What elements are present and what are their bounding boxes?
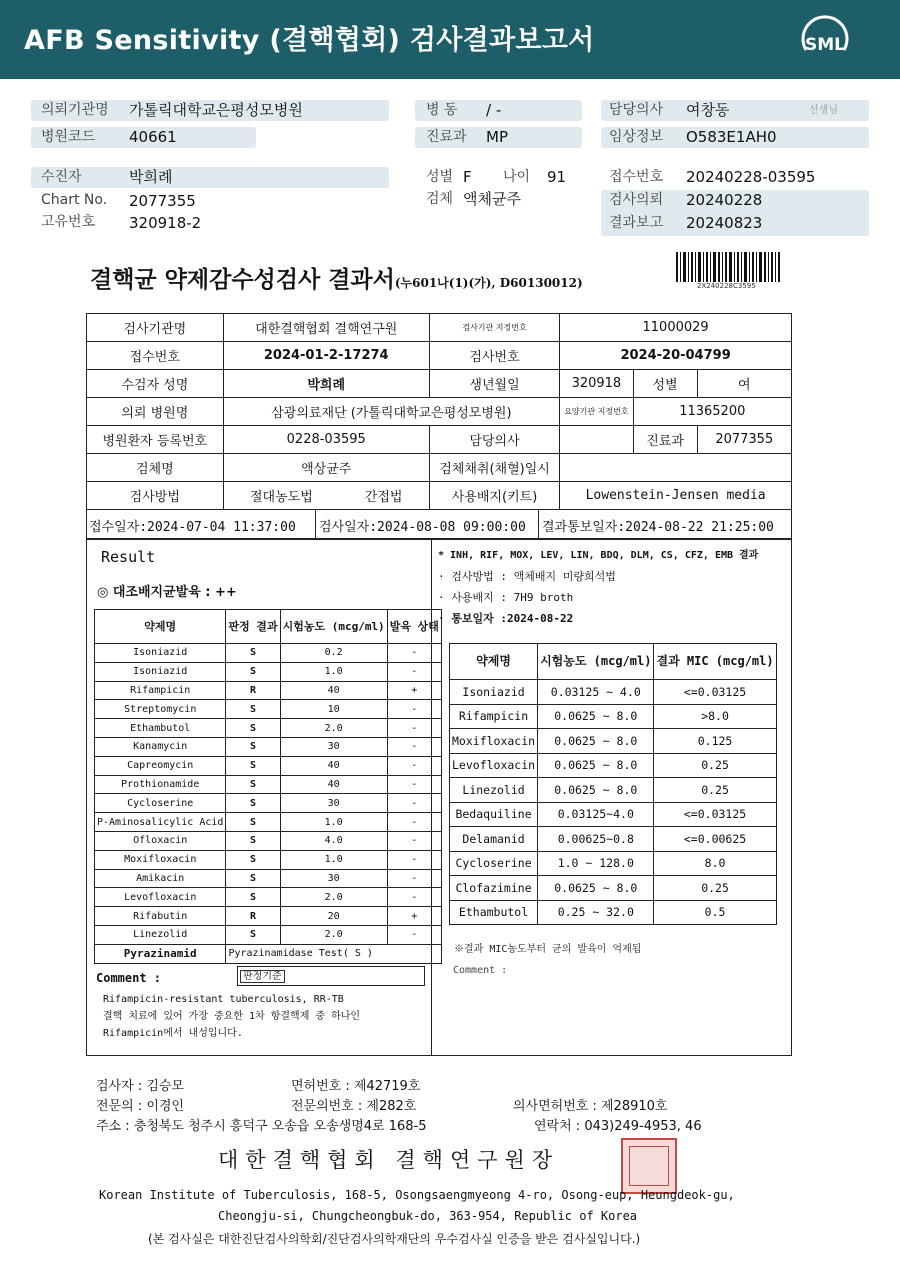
right-mic: 8.0 bbox=[654, 851, 776, 876]
receipt-label: 접수번호 bbox=[609, 169, 664, 185]
left-growth: - bbox=[387, 850, 441, 869]
form-table bbox=[86, 313, 792, 510]
left-growth: - bbox=[387, 756, 441, 775]
age-value: 91 bbox=[547, 168, 567, 186]
right-drug-name: Bedaquiline bbox=[450, 802, 538, 827]
doctor-value bbox=[560, 426, 633, 454]
form-row bbox=[87, 342, 792, 370]
inst-no-label: 요양기관 지정번호 bbox=[560, 398, 633, 426]
sex-value: 여 bbox=[697, 370, 791, 398]
clinical-value: O583E1AH0 bbox=[686, 128, 777, 146]
left-judgment: S bbox=[226, 850, 280, 869]
media-value: Lowenstein-Jensen media bbox=[560, 482, 792, 510]
right-concentration: 0.0625 ~ 8.0 bbox=[538, 753, 654, 778]
left-growth: + bbox=[387, 681, 441, 700]
left-judgment: R bbox=[226, 907, 280, 926]
left-result-row bbox=[95, 869, 442, 888]
right-result-row bbox=[450, 778, 777, 803]
tested-date: 검사일자:2024-08-08 09:00:00 bbox=[319, 520, 526, 535]
right-result-row bbox=[450, 802, 777, 827]
org-label: 검사기관명 bbox=[87, 314, 224, 342]
left-drug-name: P-Aminosalicylic Acid bbox=[95, 813, 226, 832]
left-drug-name: Amikacin bbox=[95, 869, 226, 888]
method-value-1: 절대농도법 bbox=[249, 490, 313, 505]
left-concentration: 0.2 bbox=[280, 644, 387, 663]
dept-label: 진료과 bbox=[633, 426, 697, 454]
left-concentration: 1.0 bbox=[280, 813, 387, 832]
form-title-code: (누601나(1)(가), D60130012) bbox=[394, 276, 583, 290]
left-judgment: S bbox=[226, 644, 280, 663]
left-result-row bbox=[95, 831, 442, 850]
institute-name: 대한결핵협회 결핵연구원장 bbox=[218, 1148, 560, 1172]
right-concentration: 0.0625 ~ 8.0 bbox=[538, 729, 654, 754]
left-header-row bbox=[95, 610, 442, 644]
tester: 검사자 : 김승모 bbox=[96, 1079, 184, 1094]
left-result-row bbox=[95, 813, 442, 832]
english-address-1: Korean Institute of Tuberculosis, 168-5, Osongsaengmyeong 4-ro, Osong-eup, Heungdeok-gu, bbox=[99, 1188, 735, 1202]
contact: 연락처 : 043)249-4953, 46 bbox=[534, 1119, 702, 1134]
ward-value: / - bbox=[486, 101, 502, 119]
collect-value bbox=[560, 454, 792, 482]
result-rep-value: 20240823 bbox=[686, 214, 763, 232]
right-mic: <=0.03125 bbox=[654, 802, 776, 827]
report-title: AFB Sensitivity (결핵협회) 검사결과보고서 bbox=[24, 25, 595, 56]
left-drug-name: Kanamycin bbox=[95, 737, 226, 756]
right-result-table bbox=[449, 643, 777, 925]
right-media: · 사용배지 : 7H9 broth bbox=[438, 591, 574, 604]
reg-value: 0228-03595 bbox=[223, 426, 429, 454]
left-drug-name: Streptomycin bbox=[95, 700, 226, 719]
right-mic: 0.5 bbox=[654, 900, 776, 925]
left-comment-text bbox=[103, 991, 360, 1042]
left-result-row bbox=[95, 850, 442, 869]
hosp-code-value: 40661 bbox=[129, 128, 177, 146]
address: 주소 : 충청북도 청주시 흥덕구 오송읍 오송생명4로 168-5 bbox=[96, 1119, 427, 1134]
receipt-value: 2024-01-2-17274 bbox=[223, 342, 429, 370]
inst-no-value: 11365200 bbox=[633, 398, 791, 426]
left-drug-name: Linezolid bbox=[95, 925, 226, 944]
header-band bbox=[0, 0, 900, 79]
designation-label: 검사기관 지정번호 bbox=[429, 314, 559, 342]
certification-note: (본 검사실은 대한진단검사의학회/진단검사의학재단의 우수검사실 인증을 받은 검사실입니다.) bbox=[148, 1232, 641, 1246]
left-growth: - bbox=[387, 662, 441, 681]
right-drug-name: Levofloxacin bbox=[450, 753, 538, 778]
left-judgment: S bbox=[226, 888, 280, 907]
specimen-label: 검체명 bbox=[87, 454, 224, 482]
specimen-value: 액상균주 bbox=[223, 454, 429, 482]
left-result-row bbox=[95, 794, 442, 813]
left-growth: - bbox=[387, 925, 441, 944]
age-label: 나이 bbox=[503, 169, 531, 185]
reported-date: 결과통보일자:2024-08-22 21:25:00 bbox=[542, 520, 774, 535]
right-drug-name: Delamanid bbox=[450, 827, 538, 852]
dept-value: 2077355 bbox=[697, 426, 791, 454]
right-concentration: 0.03125 ~ 4.0 bbox=[538, 680, 654, 705]
right-note-mic: ※결과 MIC농도부터 균의 발육이 억제됨 bbox=[454, 944, 642, 955]
criteria-label: 판정기준 bbox=[240, 970, 285, 983]
dates-row bbox=[86, 509, 792, 539]
left-judgment: S bbox=[226, 869, 280, 888]
doctor-label: 담당의사 bbox=[429, 426, 559, 454]
right-concentration: 0.25 ~ 32.0 bbox=[538, 900, 654, 925]
hosp-value: 삼광의료재단 (가톨릭대학교은평성모병원) bbox=[223, 398, 560, 426]
left-result-table bbox=[94, 609, 442, 964]
expert-no: 전문의번호 : 제282호 bbox=[291, 1099, 417, 1114]
right-concentration: 0.0625 ~ 8.0 bbox=[538, 876, 654, 901]
test-no-label: 검사번호 bbox=[429, 342, 559, 370]
right-concentration: 0.0625 ~ 8.0 bbox=[538, 704, 654, 729]
left-judgment: S bbox=[226, 813, 280, 832]
form-row bbox=[87, 314, 792, 342]
receipt-label: 접수번호 bbox=[87, 342, 224, 370]
right-header-drug: 약제명 bbox=[450, 644, 538, 680]
left-header-judgment: 판정 결과 bbox=[226, 610, 280, 644]
comment-line: 결핵 치료에 있어 가장 중요한 1차 항결핵제 중 하나인 bbox=[103, 1011, 361, 1022]
left-concentration: 10 bbox=[280, 700, 387, 719]
criteria-box bbox=[237, 966, 425, 986]
left-judgment: S bbox=[226, 794, 280, 813]
left-judgment: S bbox=[226, 831, 280, 850]
right-drug-name: Clofazimine bbox=[450, 876, 538, 901]
right-drug-name: Moxifloxacin bbox=[450, 729, 538, 754]
left-growth: - bbox=[387, 644, 441, 663]
method-label: 검사방법 bbox=[87, 482, 224, 510]
right-mic: >8.0 bbox=[654, 704, 776, 729]
right-header-row bbox=[450, 644, 777, 680]
left-result-row bbox=[95, 925, 442, 944]
right-method: · 검사방법 : 액체배지 미량희석법 bbox=[438, 570, 616, 583]
right-header-conc: 시험농도 (mcg/ml) bbox=[538, 644, 654, 680]
sml-logo-text: SML bbox=[805, 35, 845, 55]
doctor-value: 여창동 bbox=[686, 101, 730, 119]
left-result-row bbox=[95, 888, 442, 907]
hosp-label: 의뢰 병원명 bbox=[87, 398, 224, 426]
birth-value: 320918 bbox=[560, 370, 633, 398]
collect-label: 검체채취(채혈)일시 bbox=[429, 454, 559, 482]
right-result-row bbox=[450, 680, 777, 705]
req-org-value: 가톨릭대학교은평성모병원 bbox=[129, 101, 303, 119]
right-drug-name: Ethambutol bbox=[450, 900, 538, 925]
right-mic: 0.25 bbox=[654, 753, 776, 778]
left-growth: - bbox=[387, 831, 441, 850]
left-concentration: 30 bbox=[280, 794, 387, 813]
left-concentration: 2.0 bbox=[280, 925, 387, 944]
left-concentration: 40 bbox=[280, 775, 387, 794]
right-result-row bbox=[450, 729, 777, 754]
pza-result: Pyrazinamidase Test( S ) bbox=[226, 944, 441, 963]
dates-divider bbox=[315, 510, 316, 538]
info-row-patient bbox=[31, 167, 389, 188]
barcode-number: 2X240228C3595 bbox=[697, 282, 756, 290]
pza-name: Pyrazinamid bbox=[95, 944, 226, 963]
right-concentration: 0.03125~4.0 bbox=[538, 802, 654, 827]
form-title bbox=[90, 261, 583, 294]
media-label: 사용배지(키트) bbox=[429, 482, 559, 510]
left-header-drug: 약제명 bbox=[95, 610, 226, 644]
dept-value: MP bbox=[486, 128, 508, 146]
right-result-row bbox=[450, 900, 777, 925]
english-address-2: Cheongju-si, Chungcheongbuk-do, 363-954, Republic of Korea bbox=[218, 1209, 638, 1223]
control-growth: ◎ 대조배지균발육 : ++ bbox=[97, 585, 237, 600]
left-judgment: S bbox=[226, 925, 280, 944]
right-concentration: 0.00625~0.8 bbox=[538, 827, 654, 852]
ward-label: 병 동 bbox=[426, 102, 458, 118]
org-value: 대한결핵협회 결핵연구원 bbox=[223, 314, 429, 342]
uid-value: 320918-2 bbox=[129, 214, 202, 232]
official-seal bbox=[621, 1138, 677, 1194]
left-drug-name: Rifampicin bbox=[95, 681, 226, 700]
left-judgment: R bbox=[226, 681, 280, 700]
sex-label: 성별 bbox=[426, 169, 454, 185]
form-row bbox=[87, 426, 792, 454]
doctor-license: 의사면허번호 : 제28910호 bbox=[513, 1099, 668, 1114]
barcode-image bbox=[676, 252, 780, 282]
dept-label: 진료과 bbox=[426, 129, 467, 145]
hosp-code-label: 병원코드 bbox=[41, 129, 96, 145]
left-judgment: S bbox=[226, 719, 280, 738]
left-growth: - bbox=[387, 794, 441, 813]
left-concentration: 2.0 bbox=[280, 719, 387, 738]
left-result-row bbox=[95, 644, 442, 663]
right-result-row bbox=[450, 704, 777, 729]
left-result-row bbox=[95, 737, 442, 756]
right-mic: <=0.03125 bbox=[654, 680, 776, 705]
left-drug-name: Isoniazid bbox=[95, 644, 226, 663]
patient-label: 수진자 bbox=[41, 169, 82, 185]
method-value-2: 간접법 bbox=[364, 490, 403, 505]
right-drug-name: Rifampicin bbox=[450, 704, 538, 729]
uid-label: 고유번호 bbox=[41, 214, 96, 230]
left-comment-label: Comment : bbox=[96, 971, 162, 985]
sex-value: F bbox=[463, 168, 472, 186]
left-judgment: S bbox=[226, 775, 280, 794]
left-concentration: 4.0 bbox=[280, 831, 387, 850]
left-judgment: S bbox=[226, 756, 280, 775]
name-label: 수검자 성명 bbox=[87, 370, 224, 398]
left-growth: - bbox=[387, 869, 441, 888]
left-growth: - bbox=[387, 813, 441, 832]
left-concentration: 2.0 bbox=[280, 888, 387, 907]
method-value bbox=[223, 482, 429, 510]
left-growth: - bbox=[387, 737, 441, 756]
reg-label: 병원환자 등록번호 bbox=[87, 426, 224, 454]
left-drug-name: Rifabutin bbox=[95, 907, 226, 926]
doctor-label: 담당의사 bbox=[609, 102, 664, 118]
specimen-label: 검체 bbox=[426, 191, 454, 207]
left-judgment: S bbox=[226, 700, 280, 719]
left-growth: - bbox=[387, 775, 441, 794]
right-mic: 0.25 bbox=[654, 876, 776, 901]
form-title-text: 결핵균 약제감수성검사 결과서 bbox=[90, 266, 395, 293]
left-drug-name: Moxifloxacin bbox=[95, 850, 226, 869]
left-drug-name: Ofloxacin bbox=[95, 831, 226, 850]
tester-license: 면허번호 : 제42719호 bbox=[291, 1079, 421, 1094]
received-date: 접수일자:2024-07-04 11:37:00 bbox=[89, 520, 296, 535]
dates-divider bbox=[538, 510, 539, 538]
designation-value: 11000029 bbox=[560, 314, 792, 342]
left-drug-name: Levofloxacin bbox=[95, 888, 226, 907]
left-concentration: 1.0 bbox=[280, 662, 387, 681]
right-result-row bbox=[450, 876, 777, 901]
left-growth: - bbox=[387, 719, 441, 738]
left-result-row bbox=[95, 662, 442, 681]
req-org-label: 의뢰기관명 bbox=[41, 102, 109, 118]
left-result-row bbox=[95, 700, 442, 719]
left-header-conc: 시험농도 (mcg/ml) bbox=[280, 610, 387, 644]
birth-label: 생년월일 bbox=[429, 370, 559, 398]
right-notes bbox=[438, 545, 758, 629]
left-concentration: 30 bbox=[280, 869, 387, 888]
right-drug-name: Isoniazid bbox=[450, 680, 538, 705]
left-header-growth: 발육 상태 bbox=[387, 610, 441, 644]
left-drug-name: Ethambutol bbox=[95, 719, 226, 738]
left-drug-name: Capreomycin bbox=[95, 756, 226, 775]
right-mic: <=0.00625 bbox=[654, 827, 776, 852]
right-result-row bbox=[450, 753, 777, 778]
right-drug-name: Cycloserine bbox=[450, 851, 538, 876]
left-concentration: 20 bbox=[280, 907, 387, 926]
sml-logo bbox=[798, 14, 852, 66]
left-concentration: 1.0 bbox=[280, 850, 387, 869]
right-drug-name: Linezolid bbox=[450, 778, 538, 803]
left-result-row bbox=[95, 907, 442, 926]
comment-line: Rifampicin-resistant tuberculosis, RR-TB bbox=[103, 994, 344, 1005]
form-row bbox=[87, 482, 792, 510]
receipt-value: 20240228-03595 bbox=[686, 168, 816, 186]
left-growth: + bbox=[387, 907, 441, 926]
test-no-value: 2024-20-04799 bbox=[560, 342, 792, 370]
doctor-suffix: 선생님 bbox=[809, 105, 838, 116]
right-date: · 통보일자 :2024-08-22 bbox=[438, 612, 574, 625]
chart-value: 2077355 bbox=[129, 192, 196, 210]
result-title: Result bbox=[101, 548, 156, 566]
left-drug-name: Isoniazid bbox=[95, 662, 226, 681]
left-judgment: S bbox=[226, 662, 280, 681]
result-rep-label: 결과보고 bbox=[609, 215, 664, 231]
left-growth: - bbox=[387, 700, 441, 719]
right-note-head: * INH, RIF, MOX, LEV, LIN, BDQ, DLM, CS, CFZ, EMB 결과 bbox=[438, 550, 759, 561]
left-drug-name: Prothionamide bbox=[95, 775, 226, 794]
left-judgment: S bbox=[226, 737, 280, 756]
clinical-label: 임상정보 bbox=[609, 129, 664, 145]
test-req-label: 검사의뢰 bbox=[609, 192, 664, 208]
pza-row bbox=[95, 944, 442, 963]
form-row bbox=[87, 370, 792, 398]
test-req-value: 20240228 bbox=[686, 191, 763, 209]
right-concentration: 0.0625 ~ 8.0 bbox=[538, 778, 654, 803]
expert: 전문의 : 이경인 bbox=[96, 1099, 184, 1114]
right-concentration: 1.0 ~ 128.0 bbox=[538, 851, 654, 876]
right-header-mic: 결과 MIC (mcg/ml) bbox=[654, 644, 776, 680]
left-concentration: 40 bbox=[280, 756, 387, 775]
chart-label: Chart No. bbox=[41, 192, 108, 208]
right-result-row bbox=[450, 827, 777, 852]
form-row bbox=[87, 398, 792, 426]
patient-value: 박희례 bbox=[129, 168, 173, 186]
right-mic: 0.25 bbox=[654, 778, 776, 803]
right-result-row bbox=[450, 851, 777, 876]
comment-line: Rifampicin에서 내성입니다. bbox=[103, 1028, 243, 1039]
form-row bbox=[87, 454, 792, 482]
left-concentration: 30 bbox=[280, 737, 387, 756]
name-value: 박희례 bbox=[223, 370, 429, 398]
left-concentration: 40 bbox=[280, 681, 387, 700]
right-mic: 0.125 bbox=[654, 729, 776, 754]
left-growth: - bbox=[387, 888, 441, 907]
left-drug-name: Cycloserine bbox=[95, 794, 226, 813]
sex-label: 성별 bbox=[633, 370, 697, 398]
left-result-row bbox=[95, 681, 442, 700]
left-result-row bbox=[95, 756, 442, 775]
left-result-row bbox=[95, 775, 442, 794]
specimen-value: 액체균주 bbox=[463, 190, 521, 208]
left-result-row bbox=[95, 719, 442, 738]
right-comment-label: Comment : bbox=[453, 965, 508, 976]
